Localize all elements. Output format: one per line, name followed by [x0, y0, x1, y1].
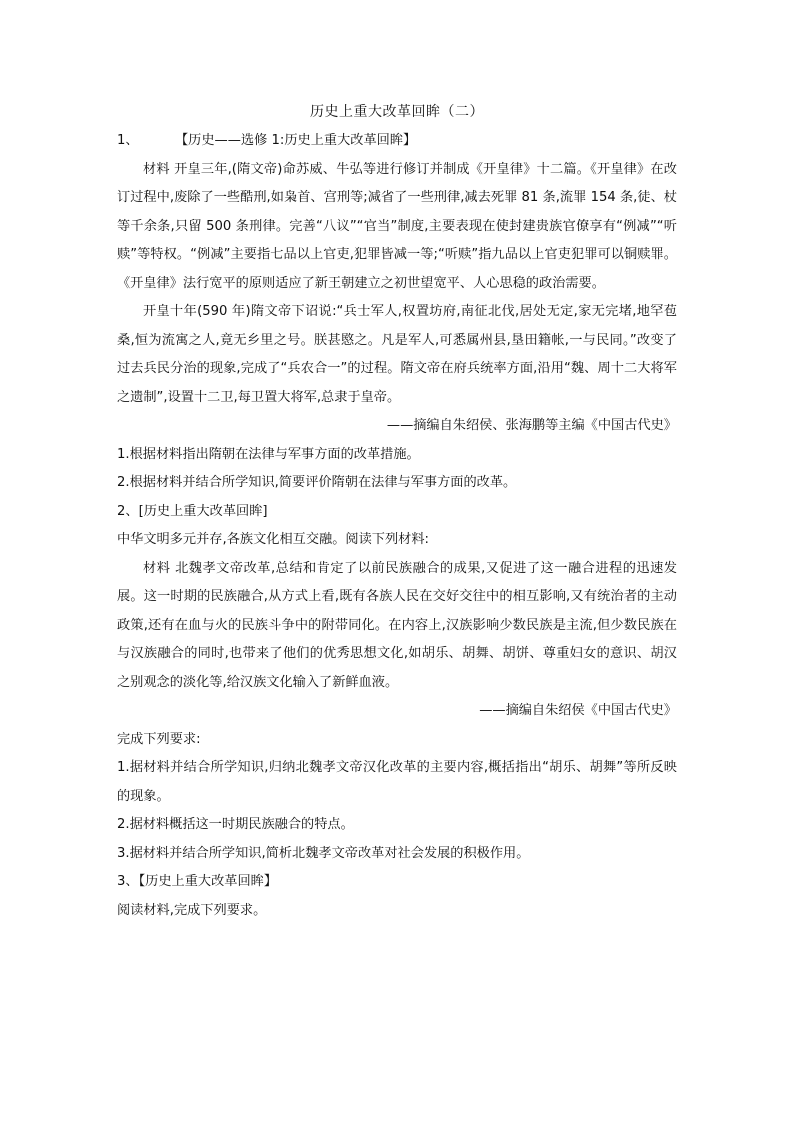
question-1-task-2: 2.根据材料并结合所学知识,简要评价隋朝在法律与军事方面的改革。 [117, 475, 517, 490]
question-2-intro: 中华文明多元并存,各族文化相互交融。阅读下列材料: [117, 532, 429, 547]
question-2-task-3: 3.据材料并结合所学知识,简析北魏孝文帝改革对社会发展的积极作用。 [117, 845, 530, 861]
question-2-prompt: 完成下列要求: [117, 731, 201, 747]
page-title: 历史上重大改革回眸（二） [310, 104, 484, 120]
question-3-header: 3、【历史上重大改革回眸】 [117, 874, 278, 889]
question-3-intro: 阅读材料,完成下列要求。 [117, 902, 267, 918]
question-1-tag: 【历史——选修 1:历史上重大改革回眸】 [175, 133, 417, 148]
question-2-task-1: 1.据材料并结合所学知识,归纳北魏孝文帝汉化改革的主要内容,概括指出“胡乐、胡舞”等所反映的现象。 [117, 760, 677, 804]
question-1-task-1: 1.根据材料指出隋朝在法律与军事方面的改革措施。 [117, 446, 420, 462]
question-2-source: ——摘编自朱绍侯《中国古代史》 [479, 703, 677, 718]
question-1-header [117, 127, 677, 156]
question-2-task-2: 2.据材料概括这一时期民族融合的特点。 [117, 817, 354, 832]
question-2-header: 2、[历史上重大改革回眸] [117, 503, 268, 519]
question-1-number: 1、 [117, 133, 139, 148]
question-1-material-2: 开皇十年(590 年)隋文帝下诏说:“兵士军人,权置坊府,南征北伐,居处无定,家无完堵,地罕苞桑,恒为流寓之人,竟无乡里之号。朕甚愍之。凡是军人,可悉属州县,垦田籍帐,一与民同。”改变了过去兵民分治的现象,完成了“兵农合一”的过程。隋文帝在府兵统率方面,沿用“魏、周十二大将军之遗制”,设置十二卫,每卫置大将军,总隶于皇帝。 [117, 304, 677, 405]
document-body [117, 100, 677, 925]
question-1-source: ——摘编自朱绍侯、张海鹏等主编《中国古代史》 [386, 418, 677, 433]
question-1-material-1: 材料 开皇三年,(隋文帝)命苏威、牛弘等进行修订并制成《开皇律》十二篇。《开皇律》在改订过程中,废除了一些酷刑,如枭首、宫刑等;减省了一些刑律,减去死罪 81 条,流罪 154 条,徒、杖等千余条,只留 500 条刑律。完善“八议”“官当”制度,主要表现在使封建贵族官僚享有“例减”“听赎”等特权。“例减”主要指七品以上官吏,犯罪皆减一等;“听赎”指九品以上官吏犯罪可以铜赎罪。《开皇律》法行宽平的原则适应了新王朝建立之初世望宽平、人心思稳的政治需要。 [117, 161, 677, 291]
question-2-material: 材料 北魏孝文帝改革,总结和肯定了以前民族融合的成果,又促进了这一融合进程的迅速发展。这一时期的民族融合,从方式上看,既有各族人民在交好交往中的相互影响,又有统治者的主动政策,还有在血与火的民族斗争中的附带同化。在内容上,汉族影响少数民族是主流,但少数民族在与汉族融合的同时,也带来了他们的优秀思想文化,如胡乐、胡舞、胡饼、尊重妇女的意识、胡汉之别观念的淡化等,给汉族文化输入了新鲜血液。 [117, 560, 677, 690]
